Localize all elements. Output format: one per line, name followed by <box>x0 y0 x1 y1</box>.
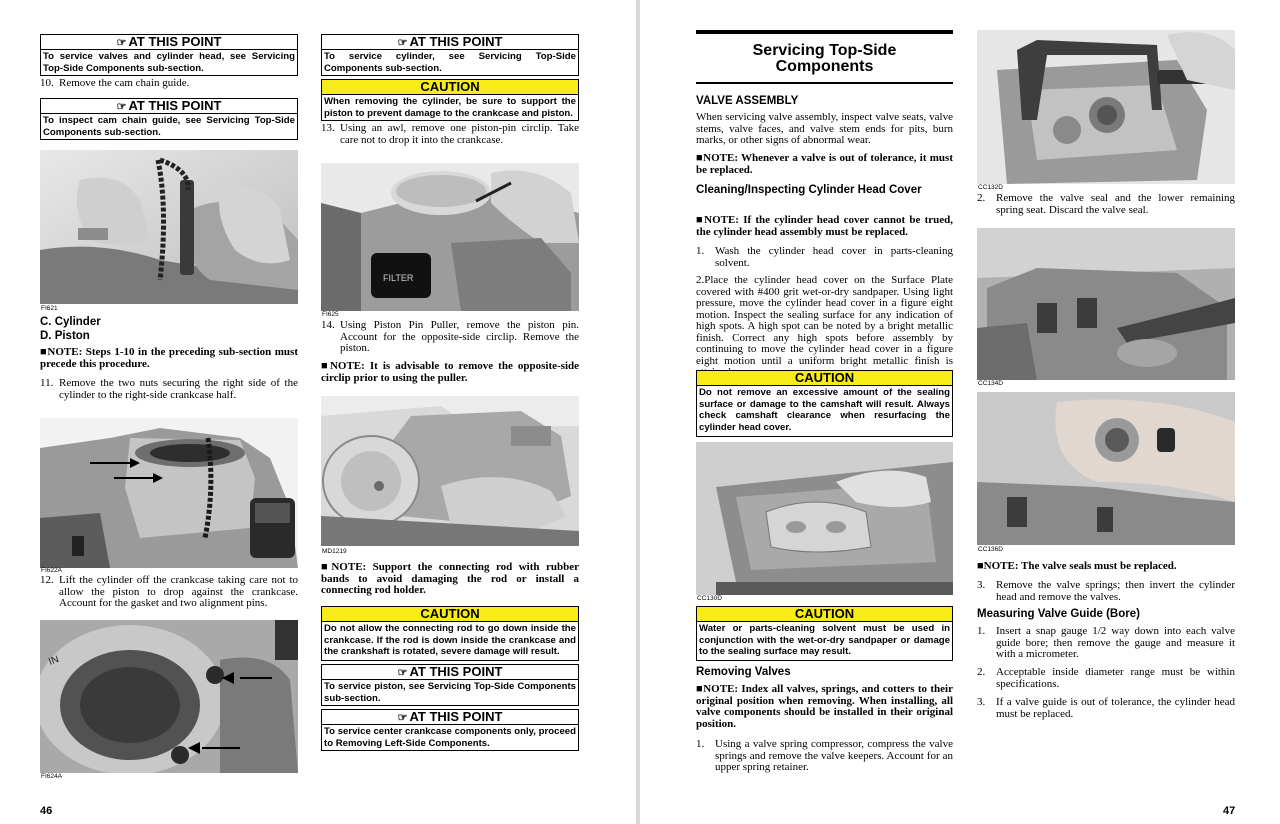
measure-step-3: 3. If a valve guide is out of tolerance, the cylinder head must be replaced. <box>977 696 1235 720</box>
step-12: 12. Lift the cylinder off the crankcase taking care not to allow the piston to drop against the crankcase. Account for the gasket and two alignment pins. <box>40 574 298 609</box>
at-this-point-header: ☞ AT THIS POINT <box>322 35 578 50</box>
step-2-remove-seal: 2. Remove the valve seal and the lower remaining spring seat. Discard the valve seal. <box>977 192 1235 216</box>
at-this-point-box <box>321 709 579 751</box>
step-14: 14. Using Piston Pin Puller, remove the piston pin. Account for the opposite-side circlip. Remove the piston. <box>321 319 579 354</box>
at-this-point-box <box>321 664 579 706</box>
photo-valve-seals <box>977 392 1235 545</box>
at-this-point-header: ☞ AT THIS POINT <box>322 665 578 680</box>
subsection-heading: D. Piston <box>40 330 90 342</box>
photo-cylinder-nuts <box>40 418 298 568</box>
section-title-rule-top <box>696 30 953 34</box>
caution-header: CAUTION <box>697 607 952 622</box>
heading-valve-assembly: VALVE ASSEMBLY <box>696 95 799 107</box>
section-title: Servicing Top-Side Components <box>752 42 897 75</box>
figure-code: FI624A <box>41 773 62 780</box>
at-this-point-box <box>40 98 298 140</box>
right-page <box>640 0 1280 824</box>
pointing-hand-icon: ☞ <box>397 37 408 49</box>
caution-box <box>321 79 579 121</box>
measure-step-1: 1. Insert a snap gauge 1/2 way down into each valve guide bore; then remove the gauge and measure it with a micrometer. <box>977 625 1235 660</box>
photo-circlip-removal <box>321 163 579 311</box>
step-1-compress: 1. Using a valve spring compressor, compress the valve springs and remove the valve keepers. Account for an upper spring retainer. <box>696 738 953 773</box>
svg-text:IN: IN <box>47 654 61 668</box>
paragraph-step-2: 2.Place the cylinder head cover on the Surface Plate covered with #400 grit wet-or-dry sandpaper. Using light pressure, move the cylinder head cover in a figure eight motion. Inspect the sealing surface for any indication of high spots. A high spot can be noted by a bright metallic finish. Correct any high spots before assembly by continuing to move the cylinder head cover in a figure eight motion until a uniform bright metallic finish is <box>696 274 953 367</box>
figure-code: FI621 <box>41 305 58 312</box>
photo-valve-spring-compressor <box>977 30 1235 184</box>
page-number: 47 <box>1223 805 1236 817</box>
at-this-point-header: ☞ AT THIS POINT <box>322 710 578 725</box>
at-this-point-body: To inspect cam chain guide, see Servicing Top-Side Components sub-section. <box>43 115 295 138</box>
paragraph: When servicing valve assembly, inspect valve seats, valve stems, valve faces, and valve stem ends for pits, burn marks, or other signs of abnormal wear. <box>696 111 953 146</box>
note: ■NOTE: Steps 1-10 in the preceding sub-section must precede this procedure. <box>40 346 298 370</box>
figure-code: CC136D <box>978 546 1003 553</box>
step-10: 10. Remove the cam chain guide. <box>40 77 190 89</box>
at-this-point-box <box>321 34 579 76</box>
step-3-remove-springs: 3. Remove the valve springs; then invert the cylinder head and remove the valves. <box>977 579 1235 603</box>
caution-box <box>696 606 953 661</box>
subsection-heading: C. Cylinder <box>40 316 101 328</box>
caution-box <box>321 606 579 661</box>
figure-code: CC132D <box>978 184 1003 191</box>
at-this-point-body: To service piston, see Servicing Top-Side Components sub-section. <box>324 681 576 704</box>
step-13: 13. Using an awl, remove one piston-pin circlip. Take care not to drop it into the crankcase. <box>321 122 579 146</box>
heading-cleaning: Cleaning/Inspecting Cylinder Head Cover <box>696 184 922 196</box>
step-11: 11. Remove the two nuts securing the right side of the cylinder to the right-side crankcase half. <box>40 377 298 401</box>
at-this-point-body: To service center crankcase components only, proceed to Removing Left-Side Components. <box>324 726 576 749</box>
pointing-hand-icon: ☞ <box>116 101 127 113</box>
photo-piston-pin-puller <box>321 396 579 546</box>
measure-step-2: 2. Acceptable inside diameter range must be within specifications. <box>977 666 1235 690</box>
pointing-hand-icon: ☞ <box>116 37 127 49</box>
caution-box <box>696 370 953 437</box>
svg-text:FILTER: FILTER <box>383 273 414 283</box>
heading-measuring-valve-guide: Measuring Valve Guide (Bore) <box>977 608 1140 620</box>
at-this-point-header: ☞ AT THIS POINT <box>41 35 297 50</box>
caution-header: CAUTION <box>322 607 578 622</box>
page-number: 46 <box>40 805 53 817</box>
heading-removing-valves: Removing Valves <box>696 666 791 678</box>
figure-code: FI625 <box>322 311 339 318</box>
figure-code: CC134D <box>978 380 1003 387</box>
caution-body: Water or parts-cleaning solvent must be used in conjunction with the wet-or-dry sandpaper or damage to the sealing surface may result. <box>699 623 950 657</box>
note: ■NOTE: It is advisable to remove the opposite-side circlip prior to using the puller. <box>321 360 579 384</box>
note: ■NOTE: Whenever a valve is out of tolerance, it must be replaced. <box>696 152 953 176</box>
caution-header: CAUTION <box>322 80 578 95</box>
pointing-hand-icon: ☞ <box>397 712 408 724</box>
caution-header: CAUTION <box>697 371 952 386</box>
caution-body: Do not allow the connecting rod to go down inside the crankcase. If the rod is down inside the crankcase and the crankshaft is rotated, severe damage will result. <box>324 623 576 657</box>
photo-valve-seal-removal <box>977 228 1235 380</box>
caution-body: Do not remove an excessive amount of the sealing surface or damage to the camshaft will result. Always check camshaft clearance when resurfacing the cylinder head cover. <box>699 387 950 433</box>
note: ■NOTE: Support the connecting rod with rubber bands to avoid damaging the rod or install a connecting rod holder. <box>321 561 579 596</box>
photo-crankcase-pins <box>40 620 298 773</box>
figure-code: CC130D <box>697 595 722 602</box>
at-this-point-body: To service valves and cylinder head, see Servicing Top-Side Components sub-section. <box>43 51 295 74</box>
step-1-wash: 1. Wash the cylinder head cover in parts-cleaning solvent. <box>696 245 953 269</box>
figure-code: MD1219 <box>322 548 347 555</box>
photo-surface-plate <box>696 442 953 595</box>
caution-body: When removing the cylinder, be sure to support the piston to prevent damage to the crankcase and piston. <box>324 96 576 119</box>
note: ■NOTE: The valve seals must be replaced. <box>977 560 1177 572</box>
at-this-point-body: To service cylinder, see Servicing Top-Side Components sub-section. <box>324 51 576 74</box>
note: ■NOTE: Index all valves, springs, and cotters to their original position when removing. When installing, all valve components should be installed in their original position. <box>696 683 953 730</box>
figure-code: FI622A <box>41 567 62 574</box>
section-title-rule-bottom <box>696 82 953 84</box>
photo-cam-chain-guide <box>40 150 298 304</box>
at-this-point-box <box>40 34 298 76</box>
pointing-hand-icon: ☞ <box>397 667 408 679</box>
note: ■NOTE: If the cylinder head cover cannot be trued, the cylinder head assembly must be replaced. <box>696 214 953 238</box>
left-page <box>0 0 636 824</box>
at-this-point-header: ☞ AT THIS POINT <box>41 99 297 114</box>
